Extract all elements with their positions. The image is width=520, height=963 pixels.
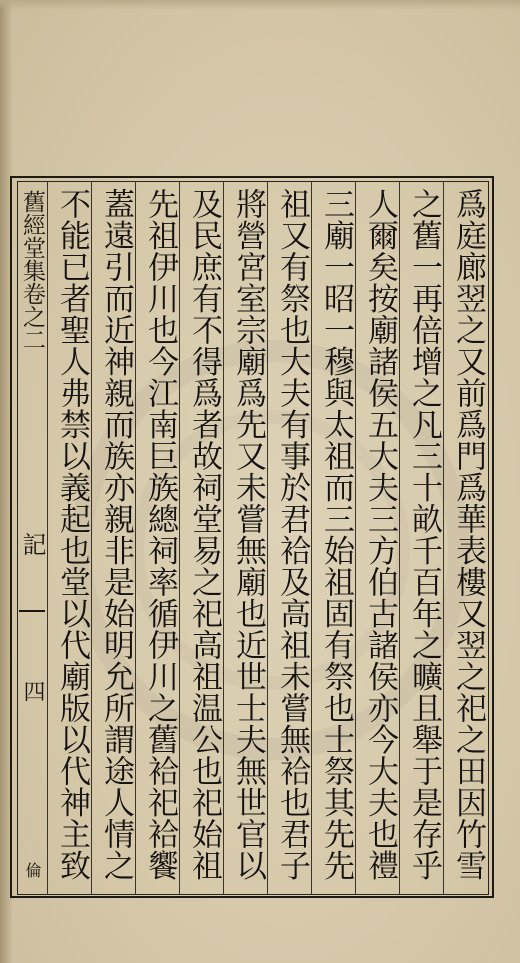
- text-column-9: 蓋遠引而近神親而族亦親非是始明允所謂途人情之: [98, 188, 134, 881]
- text-column-1: 爲庭廊翌之又前爲門爲華表樓又翌之祀之田因竹雪: [450, 188, 486, 881]
- fish-tail-mark: [19, 610, 45, 622]
- column-rule: [355, 181, 356, 895]
- fold-strip-section: 記: [18, 532, 46, 556]
- fold-strip-page-number: 四: [20, 680, 45, 702]
- column-rule: [91, 181, 92, 895]
- column-rule: [399, 181, 400, 895]
- page-top-edge: [0, 0, 520, 10]
- text-column-8: 先祖伊川也今江南巨族總祠率循伊川之舊袷祀袷饗: [142, 188, 178, 881]
- carver-mark: 倫: [23, 862, 42, 878]
- column-rule: [267, 181, 268, 895]
- text-column-5: 祖又有祭也大夫有事於君袷及高祖未嘗無袷也君子: [274, 188, 310, 881]
- text-column-7: 及民庶有不得爲者故祠堂易之祀高祖温公也祀始祖: [186, 188, 222, 881]
- column-rule: [47, 181, 48, 895]
- column-rule: [135, 181, 136, 895]
- text-column-4: 三廟一昭一穆與太祖而三始祖固有祭也士祭其先先: [318, 188, 354, 881]
- fold-strip-title: 舊經堂集卷之二: [19, 190, 45, 351]
- column-rule: [311, 181, 312, 895]
- column-rule: [443, 181, 444, 895]
- column-rule: [179, 181, 180, 895]
- text-column-6: 將營宮室宗廟爲先又未嘗無廟也近世士夫無世官以: [230, 188, 266, 881]
- text-column-2: 之舊一再倍增之凡三十畝千百年之曠且舉于是存乎: [406, 188, 442, 881]
- text-column-10: 不能已者聖人弗禁以義起也堂以代廟版以代神主致: [54, 188, 90, 881]
- text-column-3: 人爾矣按廟諸侯五大夫三方伯古諸侯亦今大夫也禮: [362, 188, 398, 881]
- column-rule: [223, 181, 224, 895]
